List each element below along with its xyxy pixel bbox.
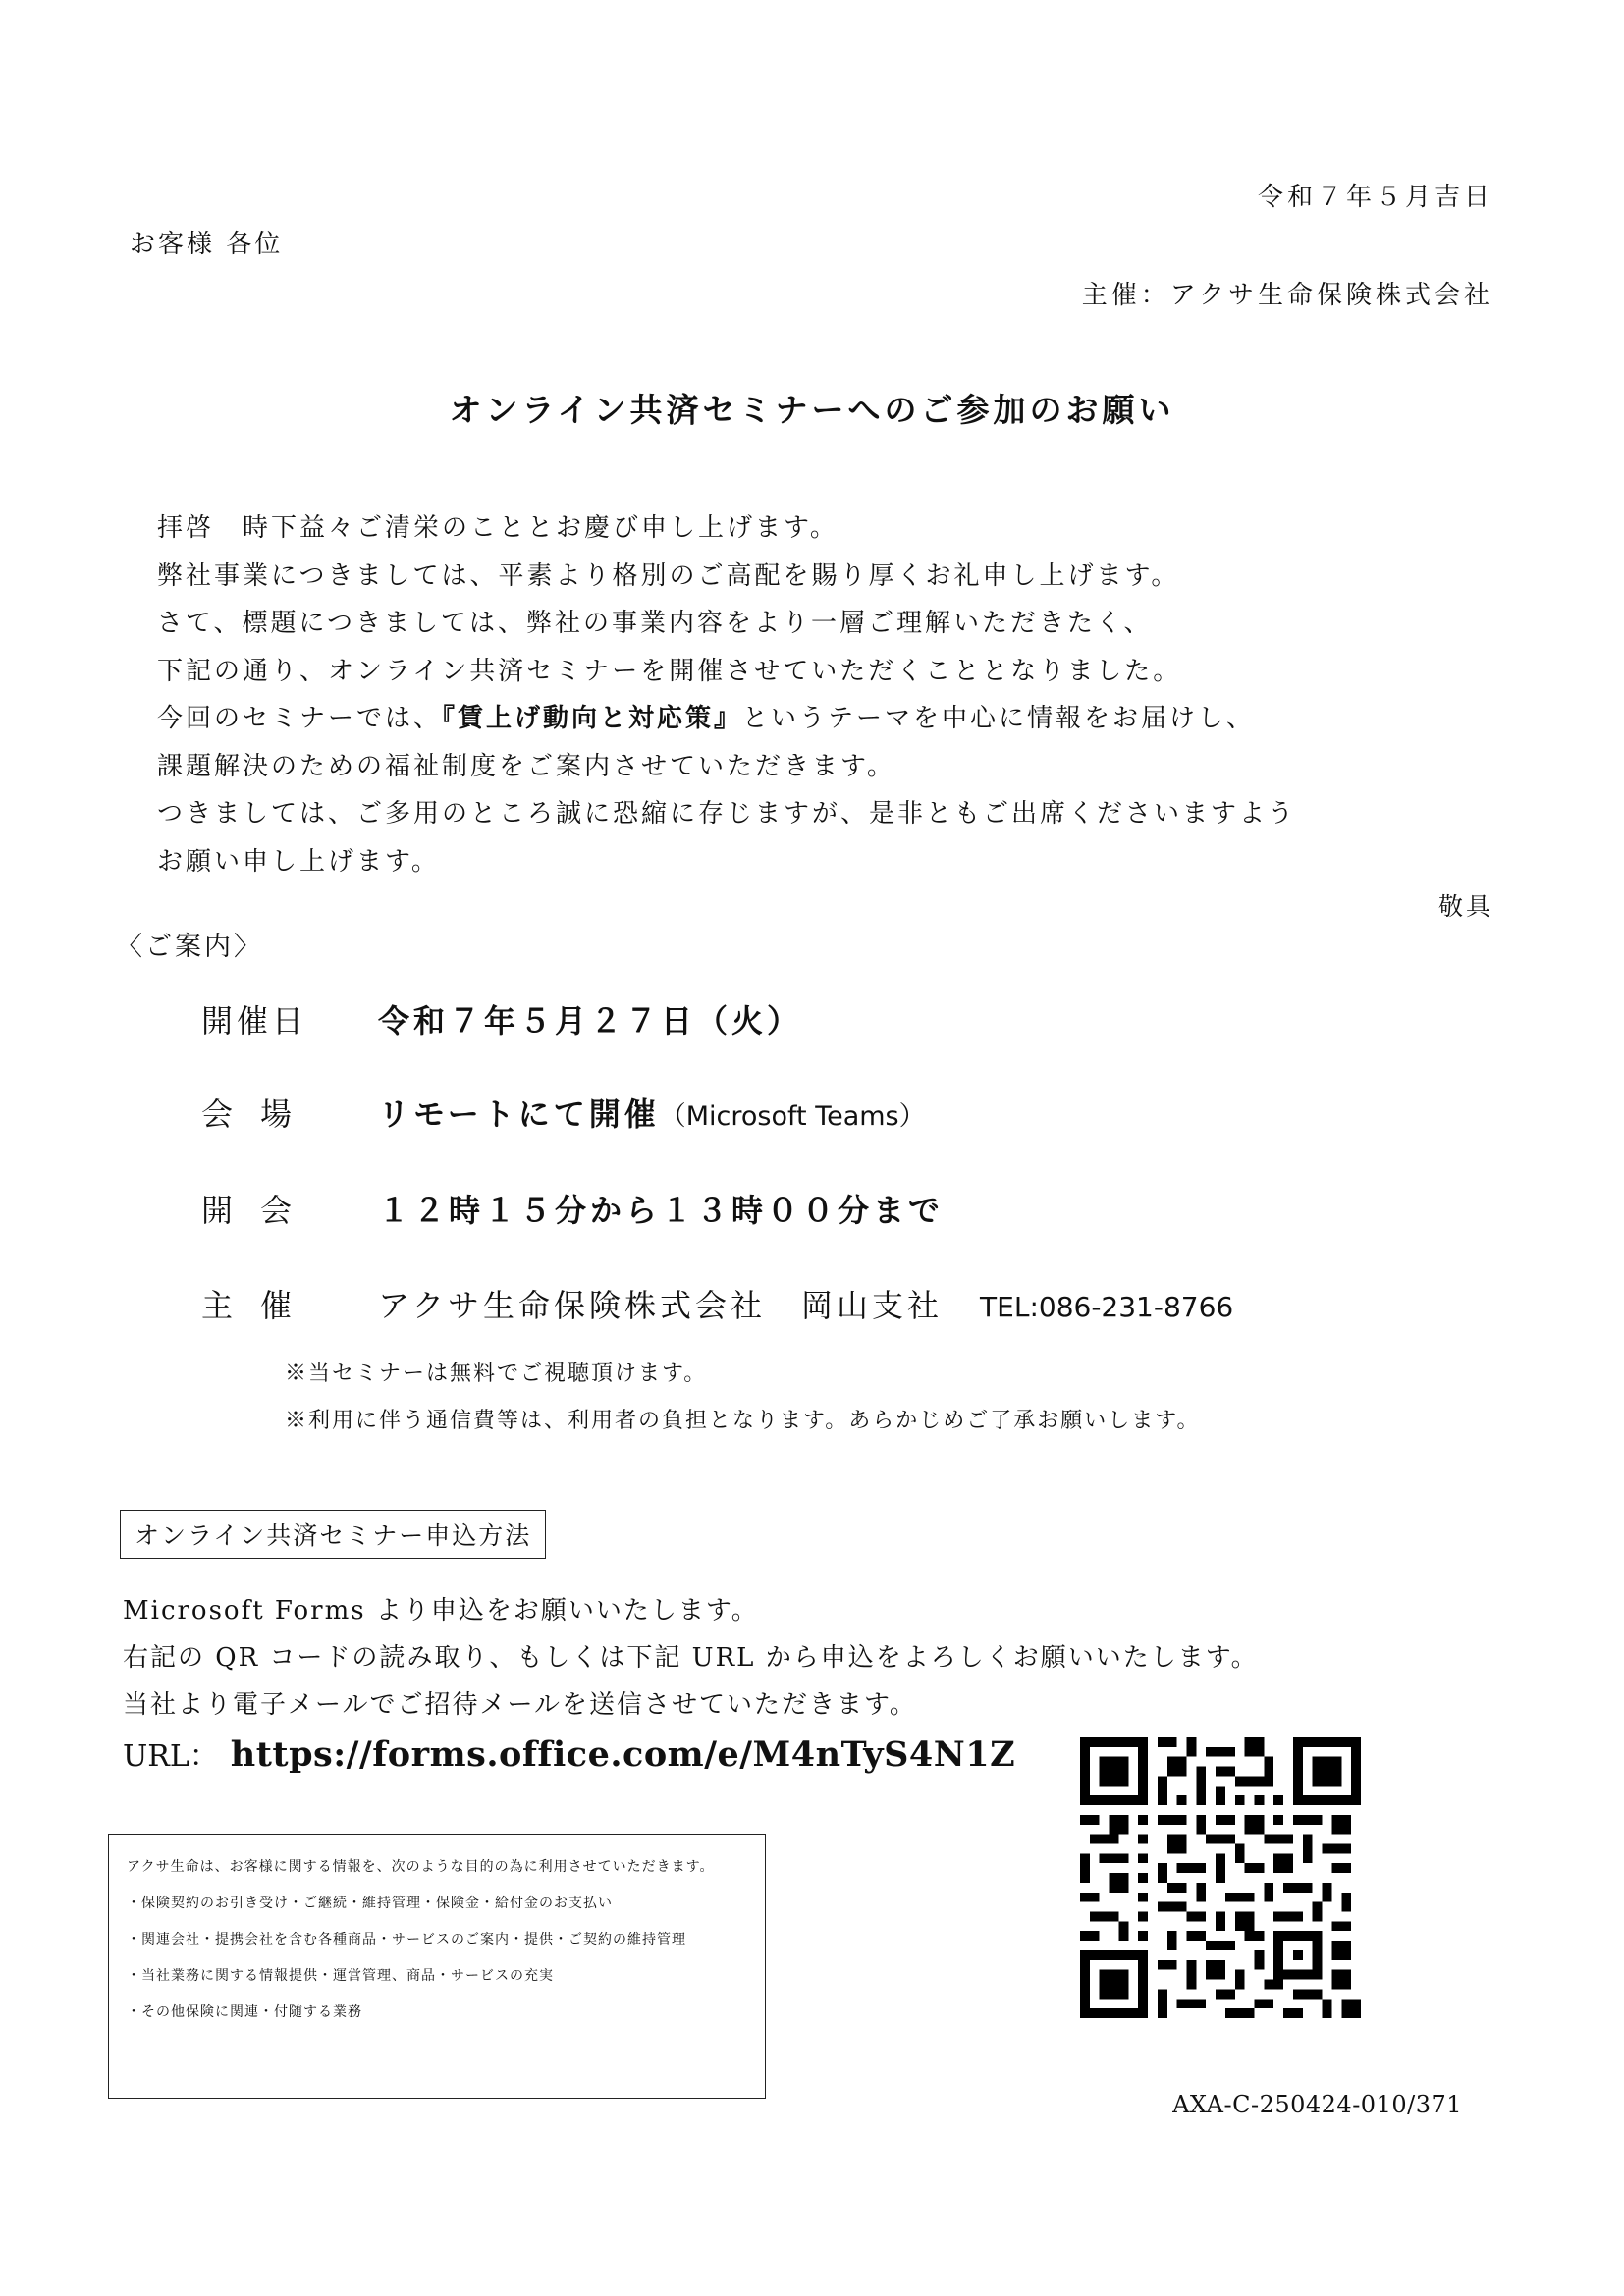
privacy-item: ・関連会社・提携会社を含む各種商品・サービスのご案内・提供・ご契約の維持管理: [127, 1932, 686, 1948]
privacy-item: ・当社業務に関する情報提供・運営管理、商品・サービスの充実: [127, 1968, 554, 1984]
info-row-time: [201, 1186, 944, 1231]
issue-date: 令和７年５月吉日: [1257, 183, 1493, 212]
privacy-item: ・その他保険に関連・付随する業務: [127, 2004, 362, 2020]
privacy-notice-box: [108, 1834, 766, 2099]
letter-body: [157, 505, 1296, 885]
note-cost: ※利用に伴う通信費等は、利用者の負担となります。あらかじめご了承お願いします。: [285, 1409, 1201, 1433]
venue-platform: （Microsoft Teams）: [659, 1101, 926, 1132]
letter-line: つきましては、ご多用のところ誠に恐縮に存じますが、是非ともご出席くださいますよう: [157, 799, 1297, 828]
venue-label: 会場: [201, 1095, 320, 1133]
letter-line: 下記の通り、オンライン共済セミナーを開催させていただくこととなりました。: [157, 656, 1182, 686]
host-value: アクサ生命保険株式会社 岡山支社: [378, 1287, 944, 1324]
info-row-date: [201, 996, 802, 1041]
organizer-line: 主催：アクサ生命保険株式会社: [1081, 281, 1493, 310]
theme-pre: 今回のセミナーでは、: [157, 704, 443, 733]
qr-code-icon[interactable]: [1080, 1737, 1361, 2018]
host-label: 主催: [201, 1287, 320, 1324]
document-id: AXA-C-250424-010/371: [1172, 2091, 1462, 2118]
info-row-venue: [201, 1090, 926, 1135]
page-title: オンライン共済セミナーへのご参加のお願い: [449, 391, 1175, 429]
closing-word: 敬具: [1437, 892, 1493, 921]
time-value: １２時１５分から１３時００分まで: [378, 1192, 945, 1229]
privacy-intro: アクサ生命は、お客様に関する情報を、次のような目的の為に利用させていただきます。: [127, 1859, 715, 1875]
guide-heading: 〈ご案内〉: [116, 932, 263, 962]
application-heading: オンライン共済セミナー申込方法: [120, 1510, 546, 1559]
venue-value: リモートにて開催: [378, 1095, 660, 1133]
application-url-link[interactable]: https://forms.office.com/e/M4nTyS4N1Z: [230, 1735, 1016, 1775]
letter-line: さて、標題につきましては、弊社の事業内容をより一層ご理解いただきたく、: [157, 609, 1153, 638]
letter-line-theme: [157, 695, 1296, 743]
application-line: 当社より電子メールでご招待メールを送信させていただきます。: [123, 1690, 917, 1720]
seminar-theme: 『賃上げ動向と対応策』: [442, 704, 743, 733]
addressee: お客様 各位: [130, 230, 284, 259]
host-tel: TEL:086-231-8766: [980, 1291, 1234, 1323]
note-free: ※当セミナーは無料でご視聴頂けます。: [285, 1362, 708, 1386]
letter-line: 拝啓 時下益々ご清栄のこととお慶び申し上げます。: [157, 513, 839, 543]
url-line: [123, 1732, 1015, 1775]
date-value: 令和７年５月２７日（火）: [378, 1002, 803, 1040]
time-label: 開会: [201, 1192, 320, 1229]
date-label: 開催日: [201, 1002, 308, 1040]
letter-line: 弊社事業につきましては、平素より格別のご高配を賜り厚くお礼申し上げます。: [157, 561, 1180, 591]
theme-post: というテーマを中心に情報をお届けし、: [742, 704, 1256, 733]
letter-line: お願い申し上げます。: [157, 846, 440, 877]
letter-line: 課題解決のための福祉制度をご案内させていただきます。: [157, 751, 895, 781]
application-line: 右記の QR コードの読み取り、もしくは下記 URL から申込をよろしくお願いいたします。: [123, 1643, 1259, 1673]
privacy-item: ・保険契約のお引き受け・ご継続・維持管理・保険金・給付金のお支払い: [127, 1896, 613, 1911]
info-row-host: [201, 1281, 1233, 1326]
application-line: Microsoft Forms より申込をお願いいたします。: [123, 1596, 759, 1626]
url-label: URL：: [123, 1739, 219, 1774]
